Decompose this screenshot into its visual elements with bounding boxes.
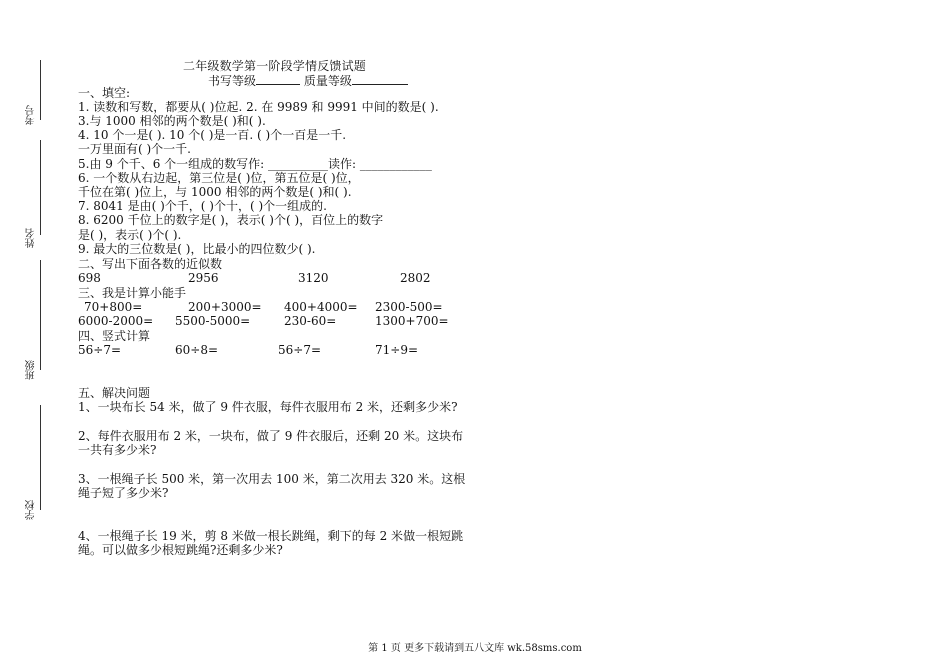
writing-grade-blank[interactable] (256, 73, 300, 85)
question-line: 4. 10 个一是( ). 10 个( )是一百. ( )个一百是一千. (78, 128, 347, 142)
word-problem: 1、一块布长 54 米，做了 9 件衣服，每件衣服用布 2 米，还剩多少米? (78, 400, 458, 414)
section-heading: 三、我是计算小能手 (78, 286, 187, 300)
division-item: 56÷7= (278, 343, 322, 357)
question-line: 7. 8041 是由( )个千，( )个十，( )个一组成的. (78, 199, 327, 213)
word-problem: 3、一根绳子长 500 米，第一次用去 100 米，第二次用去 320 米。这根 (78, 472, 466, 486)
question-line: 6. 一个数从右边起，第三位是( )位，第五位是( )位， (78, 171, 360, 185)
question-line: 8. 6200 千位上的数字是( )，表示( )个( )，百位上的数字 (78, 213, 384, 227)
section-heading: 五、解决问题 (78, 386, 151, 400)
question-line: 一万里面有( )个一千. (78, 142, 191, 156)
word-problem: 绳子短了多少米? (78, 486, 169, 500)
approx-number: 3120 (298, 271, 329, 285)
calc-item: 5500-5000= (175, 314, 251, 328)
section-heading: 一、填空: (78, 86, 131, 100)
calc-item: 400+4000= (284, 300, 358, 314)
section-heading: 四、竖式计算 (78, 329, 151, 343)
word-problem: 4、一根绳子长 19 米，剪 8 米做一根长跳绳，剩下的每 2 米做一根短跳 (78, 529, 464, 543)
section-heading: 二、写出下面各数的近似数 (78, 257, 223, 271)
calc-item: 1300+700= (375, 314, 449, 328)
binding-line (40, 60, 41, 120)
calc-item: 230-60= (284, 314, 337, 328)
division-item: 71÷9= (375, 343, 419, 357)
question-line: 5.由 9 个千、6 个一组成的数写作: __________读作: ____________ (78, 157, 432, 171)
page-footer: 第 1 页 更多下载请到五八文库 wk.58sms.com (368, 643, 582, 654)
writing-grade-label: 书写等级 (208, 74, 257, 88)
school-label: 学校 (26, 500, 37, 520)
page-title: 二年级数学第一阶段学情反馈试题 (183, 59, 367, 73)
division-item: 60÷8= (175, 343, 219, 357)
name-label: 姓名 (26, 228, 37, 248)
binding-line (40, 140, 41, 235)
grade-line (208, 72, 408, 89)
class-label: 班级 (26, 360, 37, 380)
approx-number: 2956 (188, 271, 219, 285)
question-line: 9. 最大的三位数是( )，比最小的四位数少( ). (78, 242, 316, 256)
approx-number: 698 (78, 271, 101, 285)
question-line: 3.与 1000 相邻的两个数是( )和( ). (78, 114, 266, 128)
binding-strip (22, 60, 46, 530)
binding-line (40, 405, 41, 510)
word-problem: 2、每件衣服用布 2 米，一块布，做了 9 件衣服后，还剩 20 米。这块布 (78, 429, 464, 443)
quality-grade-label: 质量等级 (303, 74, 352, 88)
calc-item: 2300-500= (375, 300, 443, 314)
word-problem: 一共有多少米? (78, 443, 157, 457)
calc-item: 70+800= (84, 300, 143, 314)
question-line: 1. 读数和写数，都要从( )位起. 2. 在 9989 和 9991 中间的数是( ). (78, 100, 439, 114)
division-item: 56÷7= (78, 343, 122, 357)
question-line: 是( )，表示( )个( ). (78, 228, 182, 242)
binding-line (40, 260, 41, 370)
quality-grade-blank[interactable] (352, 73, 408, 85)
question-line: 千位在第( )位上，与 1000 相邻的两个数是( )和( ). (78, 185, 352, 199)
approx-number: 2802 (400, 271, 431, 285)
calc-item: 6000-2000= (78, 314, 154, 328)
exam-number-label: 考号 (26, 105, 37, 125)
calc-item: 200+3000= (188, 300, 262, 314)
word-problem: 绳。可以做多少根短跳绳?还剩多少米? (78, 543, 283, 557)
